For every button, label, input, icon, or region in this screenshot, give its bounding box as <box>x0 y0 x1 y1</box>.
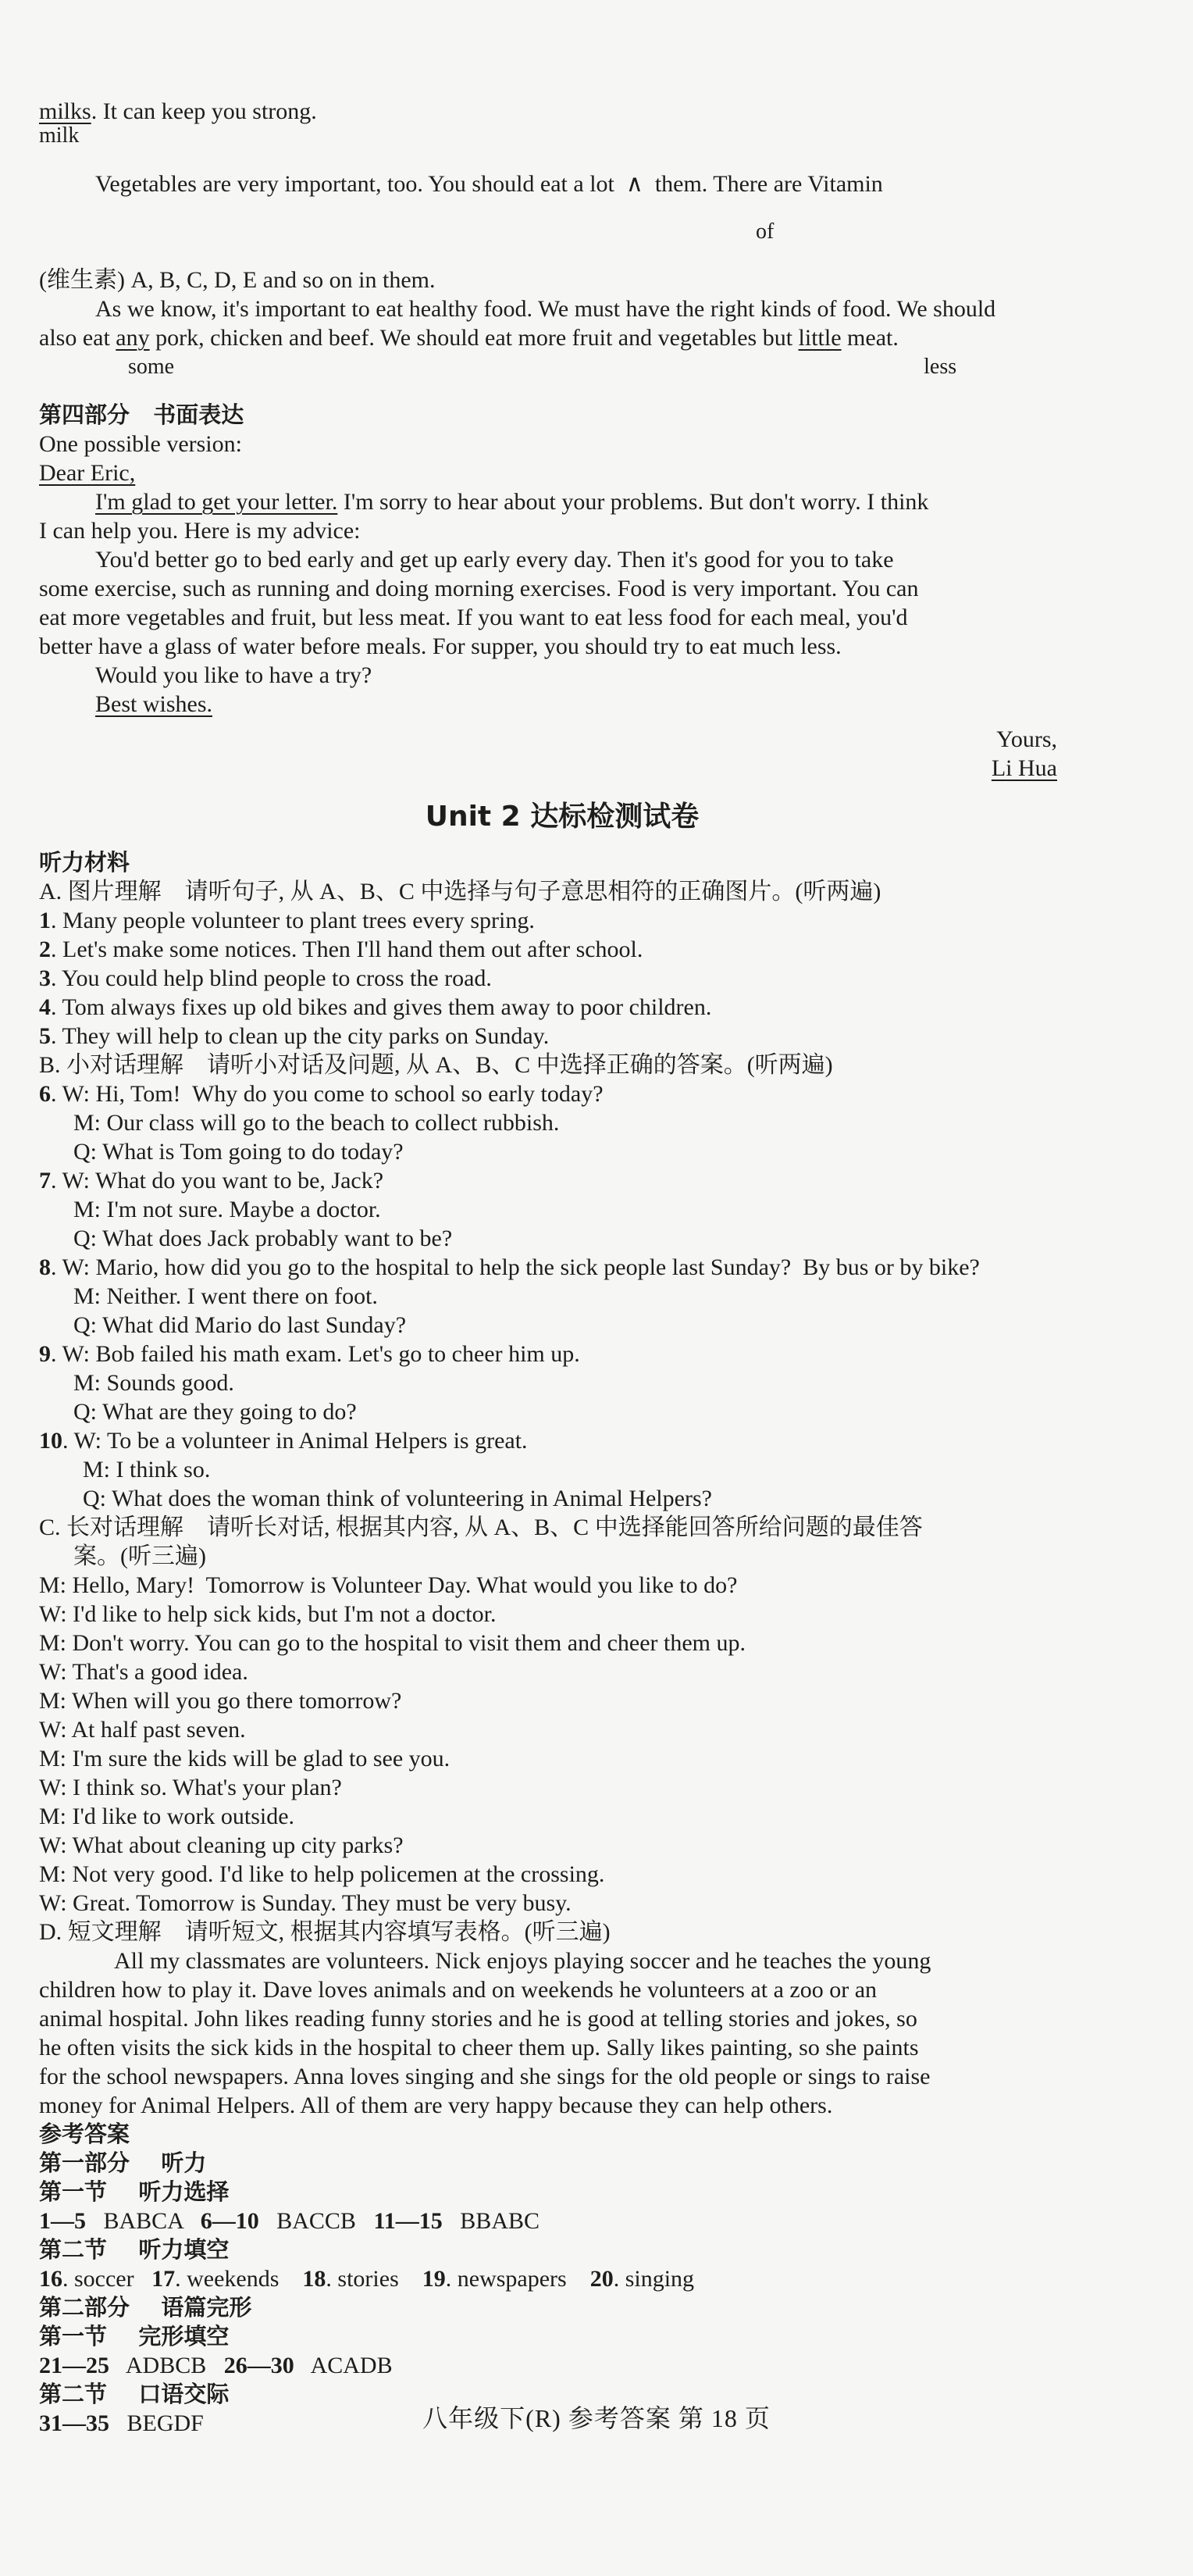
unit-title: Unit 2 达标检测试卷 <box>425 801 700 833</box>
dialogue-line: Q: What did Mario do last Sunday? <box>73 1312 407 1338</box>
corrected-word: any <box>116 325 150 351</box>
dialogue-line: M: I'd like to work outside. <box>39 1804 295 1829</box>
answer-value: BEGDF <box>126 2410 204 2436</box>
answer-range: 26—30 <box>223 2353 294 2378</box>
dialogue-line: W: That's a good idea. <box>39 1659 248 1685</box>
passage-line: animal hospital. John likes reading funny stories and he is good at telling stories and jokes, so <box>39 2006 917 2032</box>
correction-line: Vegetables are very important, too. You should eat a lot ∧ them. There are Vitamin <box>95 171 883 197</box>
subsection-heading: 第二节 听力填空 <box>39 2236 230 2263</box>
answer-range: 31—35 <box>39 2410 109 2436</box>
answer-row <box>39 2351 1085 2380</box>
list-item: 7. W: What do you want to be, Jack? <box>39 1168 384 1193</box>
section-heading: 听力材料 <box>39 849 130 876</box>
correction-note: of <box>756 219 775 244</box>
answer-range: 21—25 <box>39 2353 109 2378</box>
dialogue-line: M: Neither. I went there on foot. <box>73 1283 378 1309</box>
list-item: 6. W: Hi, Tom! Why do you come to school so early today? <box>39 1081 604 1107</box>
part-instruction: A. 图片理解 请听句子, 从 A、B、C 中选择与句子意思相符的正确图片。(听两遍) <box>39 879 881 904</box>
text-span: pork, chicken and beef. We should eat more fruit and vegetables but <box>149 325 799 351</box>
passage-line: All my classmates are volunteers. Nick enjoys playing soccer and he teaches the young <box>114 1948 931 1974</box>
correction-text: . It can keep you strong. <box>91 98 317 124</box>
corrected-word: milks <box>39 98 91 124</box>
list-item: 5. They will help to clean up the city parks on Sunday. <box>39 1023 550 1049</box>
answer-range: 6—10 <box>200 2208 259 2234</box>
correction-note: milk <box>39 123 80 148</box>
answer-value: newspapers <box>457 2266 567 2292</box>
passage-line: children how to play it. Dave loves animals and on weekends he volunteers at a zoo or an <box>39 1977 878 2003</box>
dialogue-line: M: Our class will go to the beach to collect rubbish. <box>73 1110 560 1136</box>
page-footer: 八年级下(R) 参考答案 第 18 页 <box>422 2404 771 2432</box>
note-less: less <box>924 355 957 379</box>
list-item: 4. Tom always fixes up old bikes and gives them away to poor children. <box>39 994 712 1020</box>
answer-value: weekends <box>187 2266 280 2292</box>
list-item: 8. W: Mario, how did you go to the hospital to help the sick people last Sunday? By bus or by bike? <box>39 1254 980 1280</box>
item-text: They will help to clean up the city parks on Sunday. <box>62 1023 550 1049</box>
writing-section <box>39 401 1085 783</box>
list-item: 3. You could help blind people to cross the road. <box>39 965 492 991</box>
dialogue-line: Q: What are they going to do? <box>73 1399 357 1425</box>
text-span: I'm sorry to hear about your problems. But don't worry. I think <box>337 489 929 515</box>
correction-section <box>39 97 1085 379</box>
letter-line: Would you like to have a try? <box>95 662 372 688</box>
item-text: W: To be a volunteer in Animal Helpers is great. <box>73 1428 528 1454</box>
answer-value: singing <box>625 2266 695 2292</box>
answer-value: ACADB <box>310 2353 393 2378</box>
signature-name: Li Hua <box>991 755 1057 781</box>
letter-line <box>39 487 1085 516</box>
letter-greeting <box>39 458 1085 487</box>
item-text: Many people volunteer to plant trees every spring. <box>62 908 535 933</box>
letter-line: some exercise, such as running and doing morning exercises. Food is very important. You can <box>39 576 919 601</box>
greeting-text: Dear Eric, <box>39 460 136 486</box>
item-text: W: Hi, Tom! Why do you come to school so early today? <box>62 1081 604 1107</box>
correction-line <box>39 323 1085 352</box>
item-text: W: Mario, how did you go to the hospital to help the sick people last Sunday? By bus or by bike? <box>62 1254 980 1280</box>
dialogue-line: M: Sounds good. <box>73 1370 234 1396</box>
correction-note <box>39 355 1085 379</box>
dialogue-line: M: When will you go there tomorrow? <box>39 1688 402 1714</box>
list-item: 1. Many people volunteer to plant trees every spring. <box>39 908 535 933</box>
dialogue-line: W: Great. Tomorrow is Sunday. They must be very busy. <box>39 1890 572 1916</box>
page-content <box>39 97 1085 2438</box>
subsection-heading: 第一节 完形填空 <box>39 2323 230 2349</box>
correction-line: As we know, it's important to eat healthy food. We must have the right kinds of food. We should <box>95 296 996 322</box>
answers-section <box>39 2120 1085 2438</box>
dialogue-line: W: I think so. What's your plan? <box>39 1775 342 1800</box>
item-text: W: What do you want to be, Jack? <box>62 1168 384 1193</box>
note-some: some <box>128 355 175 379</box>
listening-material <box>39 848 1085 2120</box>
letter-closing <box>39 690 1085 719</box>
item-text: W: Bob failed his math exam. Let's go to cheer him up. <box>62 1341 580 1367</box>
part-instruction: 案。(听三遍) <box>73 1543 206 1569</box>
answer-value: BABCA <box>103 2208 183 2234</box>
list-item: 10. W: To be a volunteer in Animal Helpers is great. <box>39 1428 528 1454</box>
correction-line <box>39 97 1085 126</box>
item-text: You could help blind people to cross the road. <box>61 965 492 991</box>
passage-line: money for Animal Helpers. All of them are very happy because they can help others. <box>39 2093 833 2118</box>
dialogue-line: M: Don't worry. You can go to the hospital to visit them and cheer them up. <box>39 1630 746 1656</box>
part-instruction: B. 小对话理解 请听小对话及问题, 从 A、B、C 中选择正确的答案。(听两遍) <box>39 1052 833 1078</box>
answer-value: stories <box>337 2266 399 2292</box>
dialogue-line: Q: What does the woman think of volunteering in Animal Helpers? <box>83 1486 712 1511</box>
dialogue-line: M: I'm sure the kids will be glad to see you. <box>39 1746 450 1771</box>
text-span: also eat <box>39 325 116 351</box>
answer-value: BBABC <box>460 2208 540 2234</box>
closing-text: Best wishes. <box>95 691 212 717</box>
section-heading: 参考答案 <box>39 2121 130 2147</box>
letter-sign: Yours, <box>996 726 1057 752</box>
dialogue-line: M: Not very good. I'd like to help policemen at the crossing. <box>39 1861 605 1887</box>
dialogue-line: M: I'm not sure. Maybe a doctor. <box>73 1197 381 1222</box>
correction-line: (维生素) A, B, C, D, E and so on in them. <box>39 267 436 293</box>
underlined-text: I'm glad to get your letter. <box>95 489 338 515</box>
answer-value: ADBCB <box>125 2353 207 2378</box>
list-item: 2. Let's make some notices. Then I'll hand them out after school. <box>39 937 643 962</box>
answer-row <box>39 2207 1085 2235</box>
dialogue-line: W: At half past seven. <box>39 1717 246 1743</box>
subsection-heading: 第二节 口语交际 <box>39 2381 230 2407</box>
text-span: meat. <box>841 325 899 351</box>
part-instruction: D. 短文理解 请听短文, 根据其内容填写表格。(听三遍) <box>39 1919 611 1945</box>
dialogue-line: W: I'd like to help sick kids, but I'm not a doctor. <box>39 1601 497 1627</box>
section-heading: 第四部分 书面表达 <box>39 401 244 428</box>
list-item: 9. W: Bob failed his math exam. Let's go to cheer him up. <box>39 1341 580 1367</box>
dialogue-line: Q: What is Tom going to do today? <box>73 1139 404 1165</box>
dialogue-line: M: Hello, Mary! Tomorrow is Volunteer Day. What would you like to do? <box>39 1572 738 1598</box>
part-heading: 第二部分 语篇完形 <box>39 2294 252 2321</box>
dialogue-line: M: I think so. <box>83 1457 211 1482</box>
subsection-heading: 第一节 听力选择 <box>39 2178 230 2205</box>
letter-sign <box>39 754 1085 783</box>
dialogue-line: Q: What does Jack probably want to be? <box>73 1226 453 1251</box>
answer-row: 16. soccer 17. weekends 18. stories 19. newspapers 20. singing <box>39 2266 695 2292</box>
letter-line: eat more vegetables and fruit, but less meat. If you want to eat less food for each meal, you'd <box>39 605 908 630</box>
passage-line: he often visits the sick kids in the hospital to cheer them up. Sally likes painting, so she paints <box>39 2035 919 2060</box>
letter-line: I can help you. Here is my advice: <box>39 518 361 544</box>
answer-range: 11—15 <box>373 2208 443 2234</box>
version-label: One possible version: <box>39 431 242 457</box>
item-text: Tom always fixes up old bikes and gives them away to poor children. <box>62 994 712 1020</box>
dialogue-line: W: What about cleaning up city parks? <box>39 1832 404 1858</box>
passage-line: for the school newspapers. Anna loves singing and she sings for the old people or sings to raise <box>39 2064 931 2089</box>
answer-value: soccer <box>74 2266 134 2292</box>
part-instruction: C. 长对话理解 请听长对话, 根据其内容, 从 A、B、C 中选择能回答所给问题的最佳答 <box>39 1515 923 1540</box>
letter-line: better have a glass of water before meals. For supper, you should try to eat much less. <box>39 633 842 659</box>
letter-line: You'd better go to bed early and get up early every day. Then it's good for you to take <box>95 547 894 573</box>
part-heading: 第一部分 听力 <box>39 2150 207 2176</box>
answer-range: 1—5 <box>39 2208 86 2234</box>
answer-value: BACCB <box>276 2208 356 2234</box>
corrected-word: little <box>798 325 842 351</box>
item-text: Let's make some notices. Then I'll hand them out after school. <box>62 937 643 962</box>
